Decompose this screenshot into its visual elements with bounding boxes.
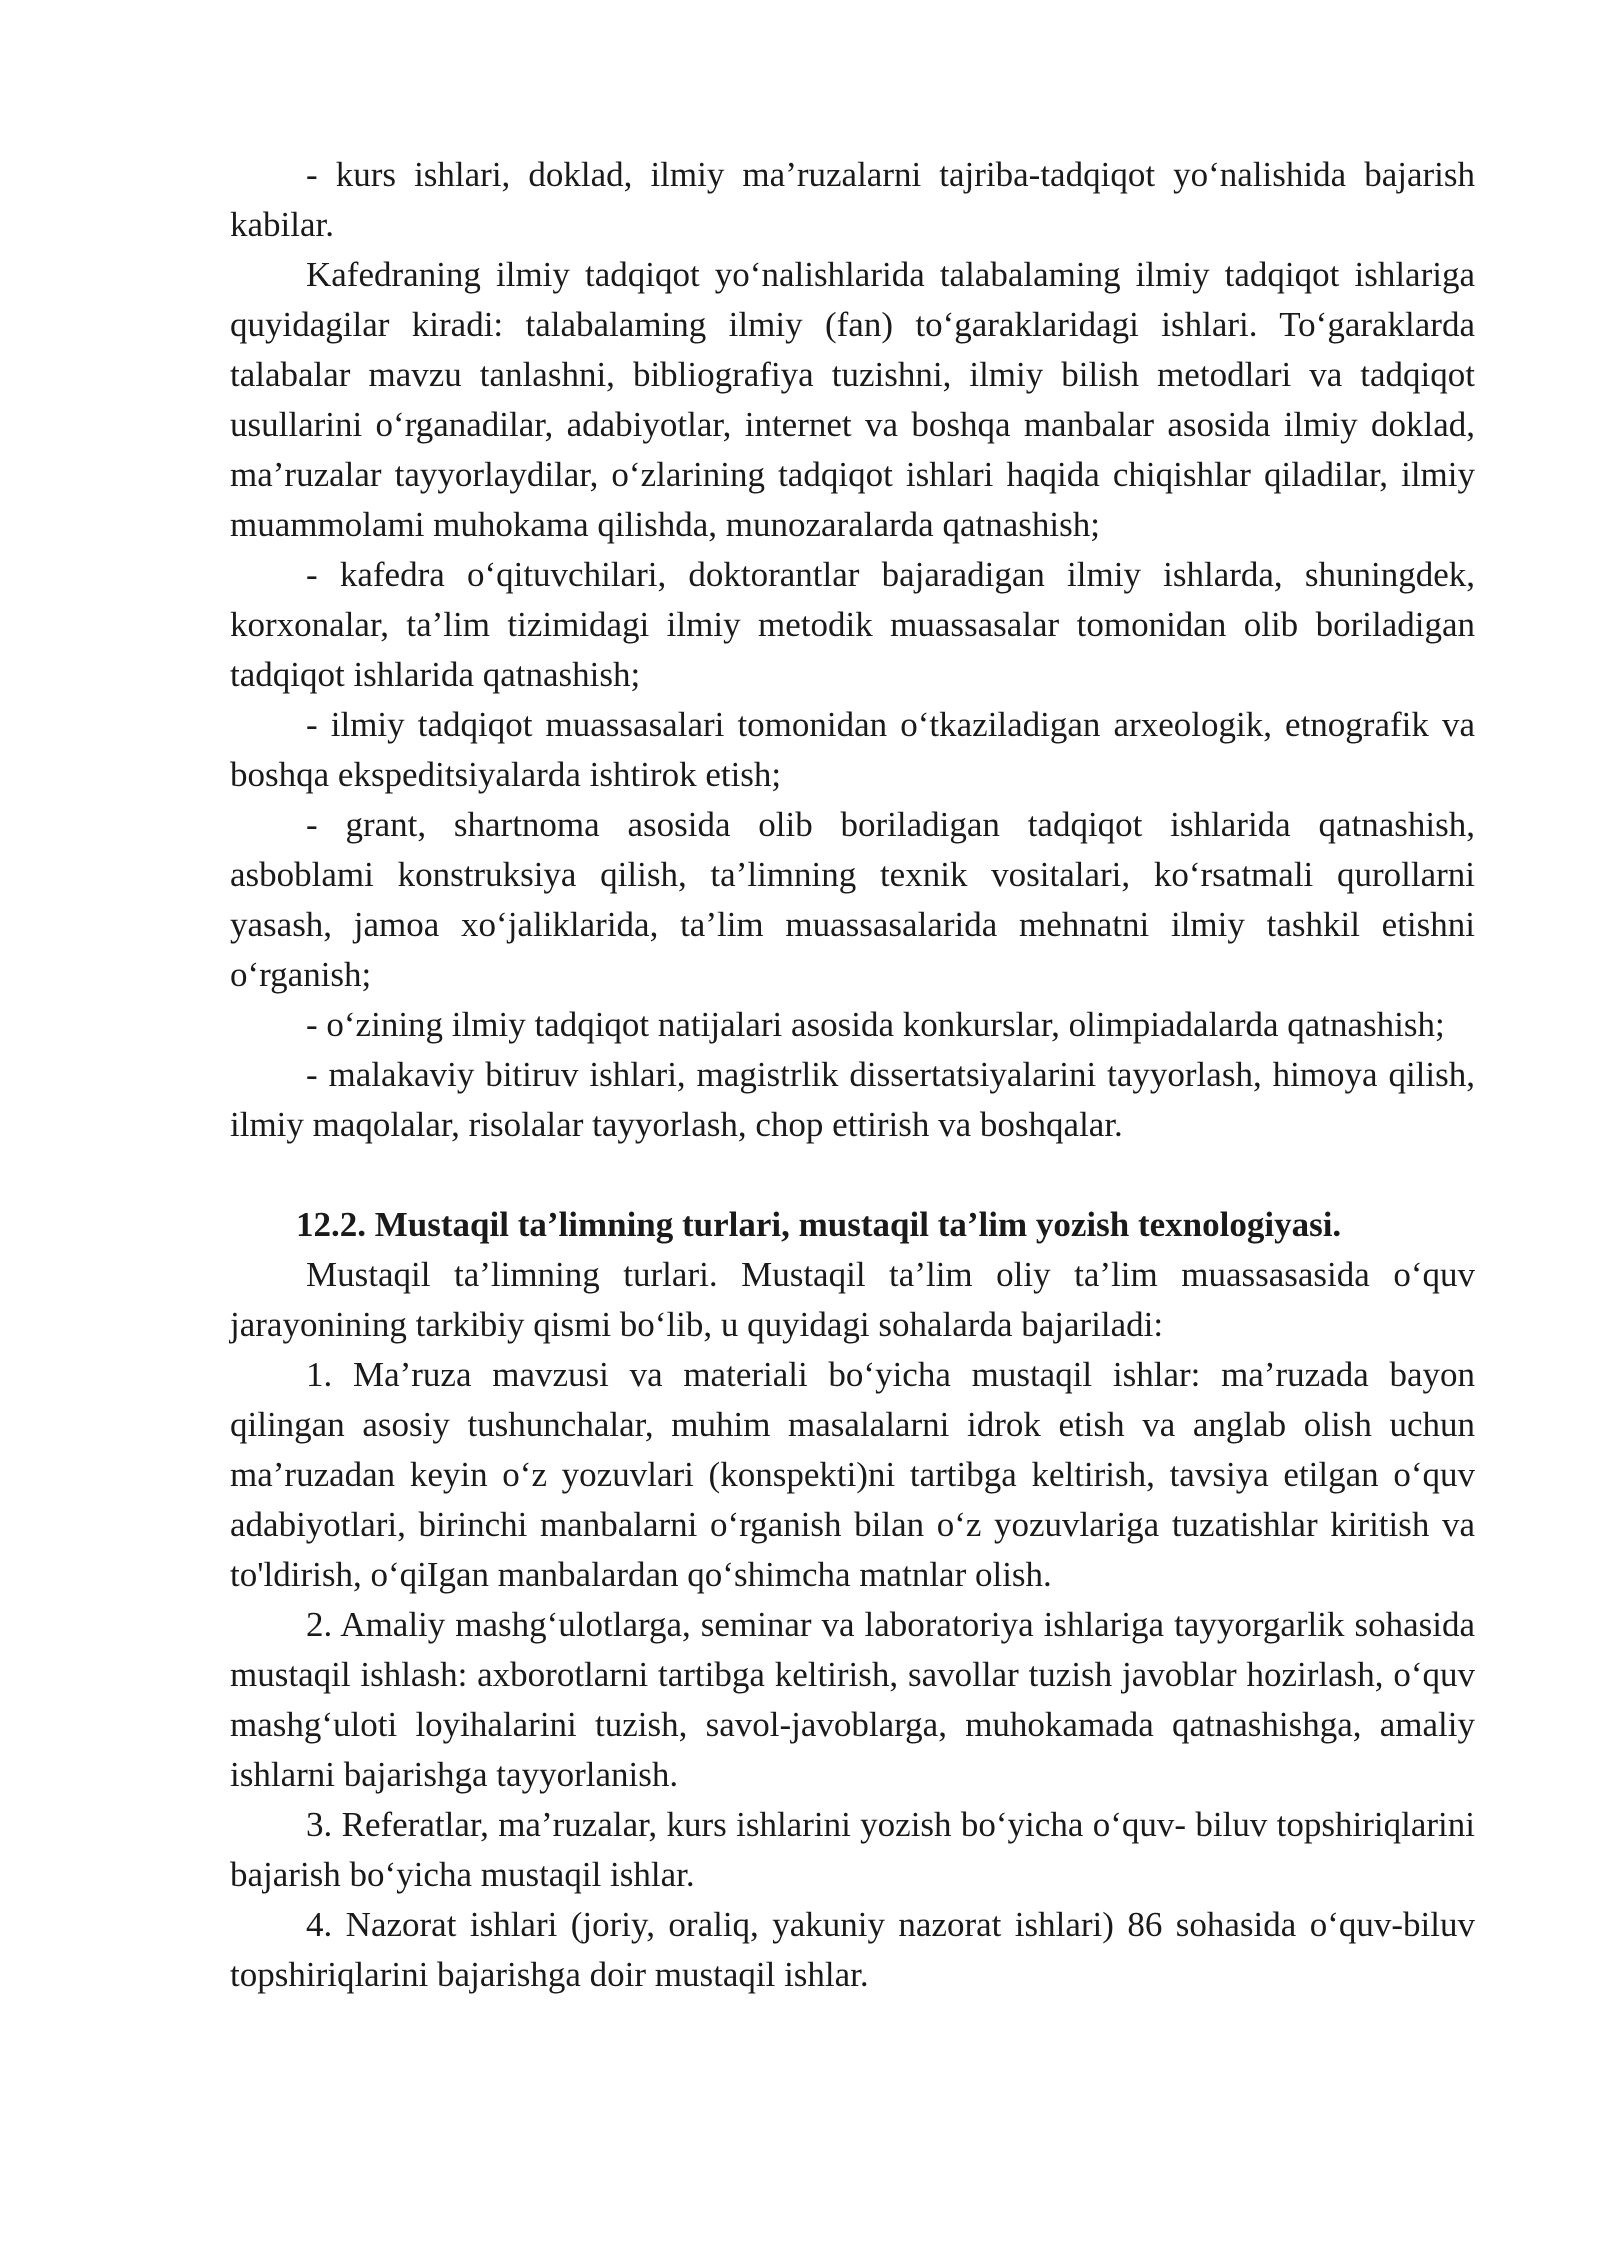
paragraph-kafedra-tadqiqot: Kafedraning ilmiy tadqiqot yo‘nalishlarida talabalaming ilmiy tadqiqot ishlariga quyidagilar kiradi: talabalaming ilmiy (fan) to‘garaklaridagi ishlari. To‘garaklarda talabalar mavzu tanlashni, bibliografiya tuzishni, ilmiy bilish metodlari va tadqiqot usullarini o‘rganadilar, adabiyotlar, internet va boshqa manbalar asosida ilmiy doklad, ma’ruzalar tayyorlaydilar, o‘zlarining tadqiqot ishlari haqida chiqishlar qiladilar, ilmiy muammolami muhokama qilishda, munozaralarda qatnashish; xyxy=(230,255,1475,544)
paragraph-konkurslar: - o‘zining ilmiy tadqiqot natijalari asosida konkurslar, olimpiadalarda qatnashish; xyxy=(306,1005,1445,1044)
paragraph-ekspeditsiyalar: - ilmiy tadqiqot muassasalari tomonidan o‘tkaziladigan arxeologik, etnografik va boshqa ekspeditsiyalarda ishtirok etish; xyxy=(230,705,1475,794)
paragraph-grant: - grant, shartnoma asosida olib boriladigan tadqiqot ishlarida qatnashish, asboblami konstruksiya qilish, ta’limning texnik vositalari, ko‘rsatmali qurollarni yasash, jamoa xo‘jaliklarida, ta’lim muassasalarida mehnatni ilmiy tashkil etishni o‘rganish; xyxy=(230,805,1475,994)
paragraph-mustaqil-talim-turlari: Mustaqil ta’limning turlari. Mustaqil ta’lim oliy ta’lim muassasasida o‘quv jarayonining tarkibiy qismi bo‘lib, u quyidagi sohalarda bajariladi: xyxy=(230,1255,1475,1344)
list-item-maruza: 1. Ma’ruza mavzusi va materiali bo‘yicha mustaqil ishlar: ma’ruzada bayon qilingan asosiy tushunchalar, muhim masalalarni idrok etish va anglab olish uchun ma’ruzadan keyin o‘z yozuvlari (konspekti)ni tartibga keltirish, tavsiya etilgan o‘quv adabiyotlari, birinchi manbalarni o‘rganish bilan o‘z yozuvlariga tuzatishlar kiritish va to'ldirish, o‘qiIgan manbalardan qo‘shimcha matnlar olish. xyxy=(230,1355,1475,1594)
paragraph-kurs-ishlari: - kurs ishlari, doklad, ilmiy ma’ruzalarni tajriba-tadqiqot yo‘nalishida bajarish kabilar. xyxy=(230,155,1475,244)
list-item-referatlar: 3. Referatlar, ma’ruzalar, kurs ishlarini yozish bo‘yicha o‘quv- biluv topshiriqlarini bajarish bo‘yicha mustaqil ishlar. xyxy=(230,1805,1475,1894)
section-heading: 12.2. Mustaqil ta’limning turlari, mustaqil ta’lim yozish texnologiyasi. xyxy=(296,1205,1342,1244)
paragraph-kafedra-oqituvchilari: - kafedra o‘qituvchilari, doktorantlar bajaradigan ilmiy ishlarda, shuningdek, korxonalar, ta’lim tizimidagi ilmiy metodik muassasalar tomonidan olib boriladigan tadqiqot ishlarida qatnashish; xyxy=(230,555,1475,694)
document-page xyxy=(230,150,1475,2000)
list-item-amaliy: 2. Amaliy mashg‘ulotlarga, seminar va laboratoriya ishlariga tayyorgarlik sohasida mustaqil ishlash: axborotlarni tartibga keltirish, savollar tuzish javoblar hozirlash, o‘quv mashg‘uloti loyihalarini tuzish, savol-javoblarga, muhokamada qatnashishga, amaliy ishlarni bajarishga tayyorlanish. xyxy=(230,1605,1475,1794)
list-item-nazorat: 4. Nazorat ishlari (joriy, oraliq, yakuniy nazorat ishlari) 86 sohasida o‘quv-biluv topshiriqlarini bajarishga doir mustaqil ishlar. xyxy=(230,1905,1475,1994)
paragraph-bitiruv-ishlari: - malakaviy bitiruv ishlari, magistrlik dissertatsiyalarini tayyorlash, himoya qilish, ilmiy maqolalar, risolalar tayyorlash, chop ettirish va boshqalar. xyxy=(230,1055,1475,1144)
